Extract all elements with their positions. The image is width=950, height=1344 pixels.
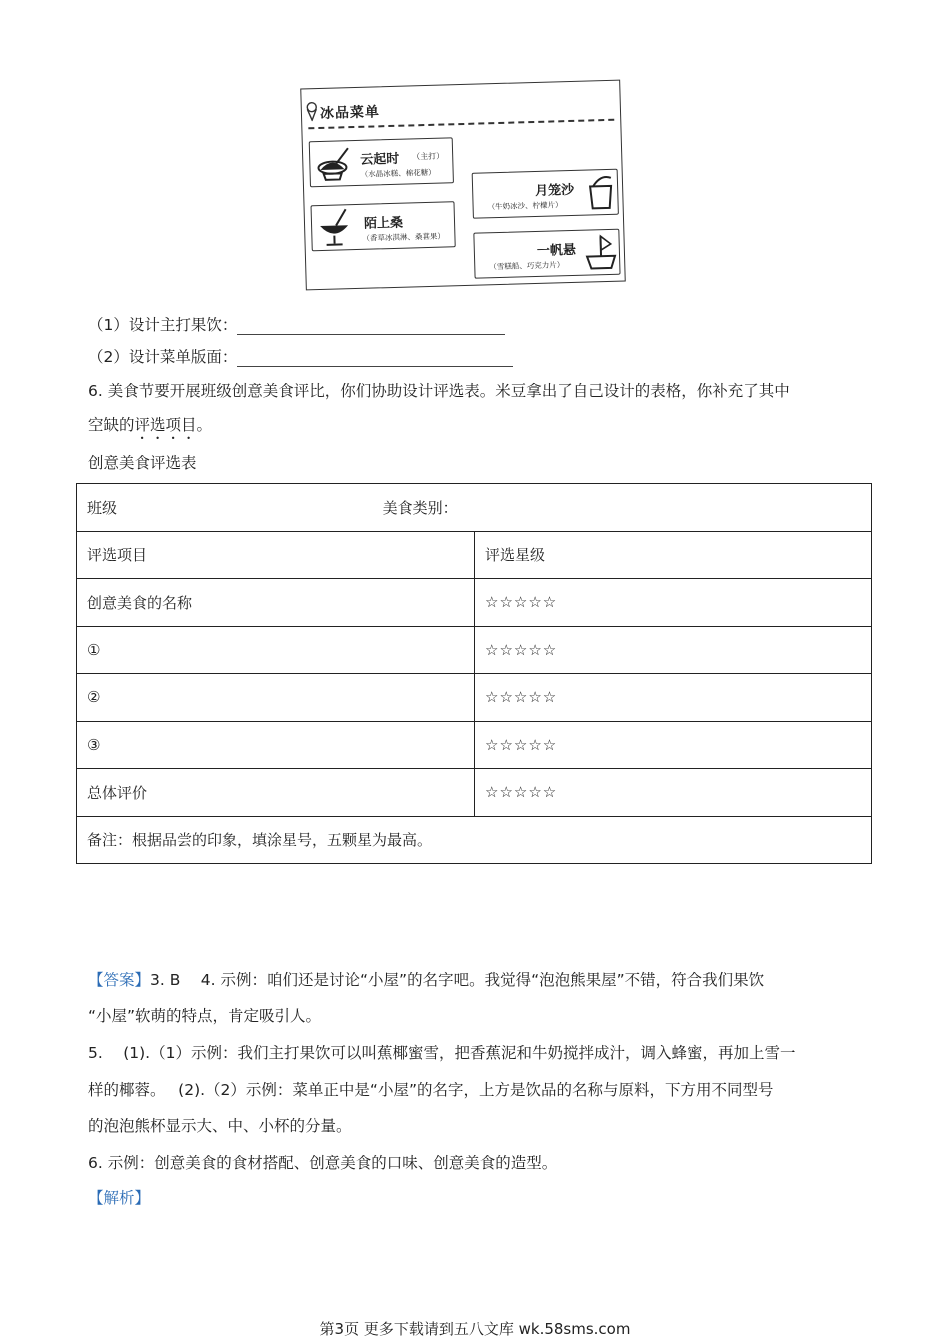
answer-text: 3. B 4. 示例：咱们还是讨论“小屋”的名字吧。我觉得“泡泡熊果屋”不错，符合我们果饮 <box>150 971 765 989</box>
answer-line: 的泡泡熊杯显示大、中、小杯的分量。 <box>88 1117 352 1135</box>
evaluation-table <box>76 483 872 864</box>
menu-item-name: 云起时 <box>360 151 400 168</box>
menu-title: 冰品菜单 <box>319 104 381 122</box>
class-label: 班级 <box>87 498 118 517</box>
table-row <box>77 816 872 864</box>
item-cell: ① <box>77 626 475 674</box>
item-cell: ③ <box>77 721 475 769</box>
star-rating[interactable]: ☆☆☆☆☆ <box>475 626 872 674</box>
item-cell: ② <box>77 674 475 722</box>
table-row <box>77 484 872 532</box>
q5-line-2-label: （2）设计菜单版面： <box>88 348 238 366</box>
menu-item <box>472 169 619 219</box>
menu-item-ingredients: （牛奶冰沙、柠檬片） <box>487 200 563 212</box>
menu-item-name: 陌上桑 <box>363 215 404 232</box>
menu-image <box>300 80 626 291</box>
answer-line: 样的椰蓉。 (2).（2）示例：菜单正中是“小屋”的名字，上方是饮品的名称与原料，下方用不同型号 <box>88 1081 774 1099</box>
star-rating[interactable]: ☆☆☆☆☆ <box>475 579 872 627</box>
menu-item-ingredients: （香草冰淇淋、桑葚果） <box>362 231 446 243</box>
menu-item-ingredients: （雪糕船、巧克力片） <box>489 260 565 272</box>
item-cell: 总体评价 <box>77 769 475 817</box>
menu-item <box>311 201 456 251</box>
star-rating[interactable]: ☆☆☆☆☆ <box>475 769 872 817</box>
q6-emphasis: 评选项目 <box>134 416 197 434</box>
page-footer: 第3页 更多下载请到五八文库 wk.58sms.com <box>319 1320 631 1338</box>
q5-line-2 <box>88 347 513 367</box>
q5-line-1-label: （1）设计主打果饮： <box>88 316 238 334</box>
table-row <box>77 674 872 722</box>
cup-icon <box>587 172 616 213</box>
answer-line: 5. (1).（1）示例：我们主打果饮可以叫蕉椰蜜雪，把香蕉泥和牛奶搅拌成汁，调入蜂蜜，再加上雪一 <box>88 1044 796 1062</box>
q6-text-cont <box>88 415 212 443</box>
food-type-label: 美食类别： <box>382 498 458 517</box>
q6-text-suffix: 。 <box>196 416 213 434</box>
cake-icon <box>314 145 355 182</box>
answer-blank[interactable] <box>237 316 505 335</box>
answer-line: “小屋”软萌的特点，肯定吸引人。 <box>88 1007 322 1025</box>
header-cell: 评选星级 <box>475 531 872 579</box>
table-header-row <box>77 531 872 579</box>
table-cell <box>77 484 872 532</box>
q5-line-1 <box>88 315 505 335</box>
item-cell: 创意美食的名称 <box>77 579 475 627</box>
menu-item-name: 月笼沙 <box>534 182 575 199</box>
table-row <box>77 626 872 674</box>
table-row <box>77 579 872 627</box>
menu-item <box>309 137 454 187</box>
menu-item-tag: （主打） <box>412 151 445 162</box>
answer-tag: 【答案】 <box>88 971 151 989</box>
table-caption: 创意美食评选表 <box>88 454 197 472</box>
menu-item-name: 一帆悬 <box>536 242 577 259</box>
table-row <box>77 769 872 817</box>
q6-text: 6. 美食节要开展班级创意美食评比，你们协助设计评选表。米豆拿出了自己设计的表格，你补充了其中 <box>88 382 790 400</box>
ice-cream-icon <box>306 101 319 121</box>
q6-text-prefix: 空缺的 <box>88 416 135 434</box>
menu-item <box>473 229 620 279</box>
table-note: 备注：根据品尝的印象，填涂星号，五颗星为最高。 <box>77 816 872 864</box>
header-cell: 评选项目 <box>77 531 475 579</box>
answer-line: 6. 示例：创意美食的食材搭配、创意美食的口味、创意美食的造型。 <box>88 1154 558 1172</box>
answer-line <box>88 962 868 998</box>
analysis-tag: 【解析】 <box>88 1189 151 1207</box>
answer-blank[interactable] <box>237 348 513 367</box>
sundae-icon <box>316 207 357 248</box>
menu-item-ingredients: （水晶冰糕、棉花糖） <box>360 167 436 179</box>
star-rating[interactable]: ☆☆☆☆☆ <box>475 674 872 722</box>
table-row <box>77 721 872 769</box>
star-rating[interactable]: ☆☆☆☆☆ <box>475 721 872 769</box>
boat-icon <box>584 232 617 273</box>
